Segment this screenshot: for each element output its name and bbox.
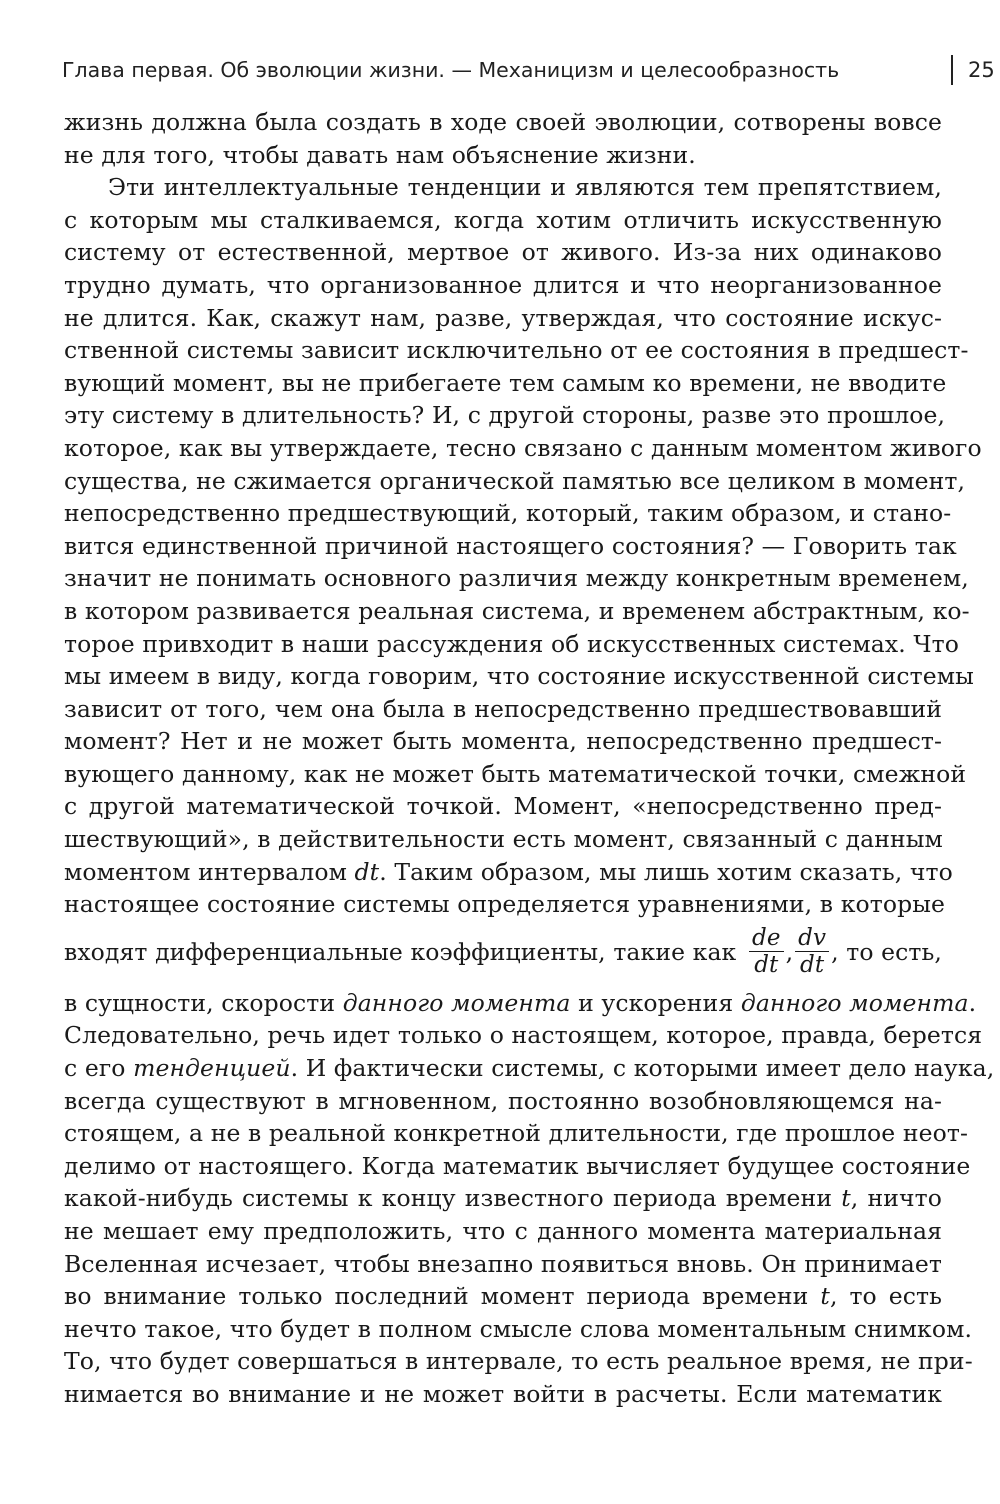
fraction-dv-dt: [795, 925, 829, 978]
text-run: какой-нибудь системы к концу известного периода времени: [64, 1184, 842, 1213]
text-line: с которым мы сталкиваемся, когда хотим отличить искусственную: [64, 205, 942, 234]
text-run: , то есть,: [831, 937, 942, 966]
text-line: То, что будет совершаться в интервале, то есть реальное время, не при-: [64, 1347, 973, 1376]
text-run: ,: [785, 937, 794, 966]
text-line: шествующий», в действительности есть момент, связанный с данным: [64, 825, 943, 854]
paragraph-start-line: Эти интеллектуальные тенденции и являются тем препятствием,: [108, 173, 942, 202]
italic-phrase: данного момента: [342, 988, 571, 1017]
text-line: нечто такое, что будет в полном смысле слова моментальным снимком.: [64, 1314, 973, 1343]
text-line: которое, как вы утверждаете, тесно связано с данным моментом живого: [64, 433, 982, 462]
chapter-title: Глава первая. Об эволюции жизни. — Механицизм и целесообразность: [62, 58, 840, 82]
italic-variable-dt: dt: [354, 857, 380, 886]
text-line: не длится. Как, скажут нам, разве, утверждая, что состояние искус-: [64, 303, 942, 332]
fraction-denominator: dt: [754, 952, 779, 979]
italic-phrase: тенденцией: [133, 1054, 291, 1083]
text-line: систему от естественной, мертвое от живого. Из-за них одинаково: [64, 238, 942, 267]
text-line-t: [64, 1182, 942, 1215]
running-head: [62, 52, 995, 92]
text-line: Следовательно, речь идет только о настоящем, которое, правда, берется: [64, 1021, 983, 1050]
text-line: эту систему в длительность? И, с другой стороны, разве это прошлое,: [64, 401, 946, 430]
text-line: вующий момент, вы не прибегаете тем самым ко времени, не вводите: [64, 368, 947, 397]
text-line: Вселенная исчезает, чтобы внезапно появиться вновь. Он принимает: [64, 1249, 942, 1278]
text-run: и ускорения: [570, 988, 741, 1017]
text-run: входят дифференциальные коэффициенты, такие как: [64, 937, 737, 966]
text-line: вующего данному, как не может быть математической точки, смежной: [64, 759, 967, 788]
text-line: трудно думать, что организованное длится и что неорганизованное: [64, 270, 942, 299]
fraction-de-dt: [749, 925, 784, 978]
header-separator: [951, 55, 953, 85]
text-run: моментом интервалом: [64, 857, 355, 886]
fraction-denominator: dt: [800, 952, 825, 979]
text-line: существа, не сжимается органической памятью все целиком в момент,: [64, 466, 966, 495]
italic-variable-t: t: [841, 1184, 851, 1213]
text-line: не мешает ему предположить, что с данного момента материальная: [64, 1217, 942, 1245]
fraction-numerator: de: [749, 925, 784, 952]
text-line: нимается во внимание и не может войти в расчеты. Если математик: [64, 1379, 942, 1408]
text-line: зависит от того, чем она была в непосредственно предшествовавший: [64, 694, 942, 723]
text-line: стоящем, а не в реальной конкретной длительности, где прошлое неот-: [64, 1119, 968, 1148]
italic-variable-t: t: [820, 1282, 830, 1311]
body-text: [64, 106, 995, 1411]
text-line: значит не понимать основного различия между конкретным временем,: [64, 564, 969, 593]
text-run: во внимание только последний момент периода времени: [64, 1282, 821, 1311]
page-number: 25: [968, 58, 995, 82]
text-line-speed: [64, 987, 977, 1020]
text-line: настоящее состояние системы определяется уравнениями, в которые: [64, 890, 946, 919]
text-line: делимо от настоящего. Когда математик вычисляет будущее состояние: [64, 1151, 971, 1180]
formula-line: [64, 919, 942, 985]
text-line: не для того, чтобы давать нам объяснение жизни.: [64, 140, 696, 169]
text-line-tendency: [64, 1052, 995, 1085]
text-run: , то есть: [829, 1282, 942, 1311]
text-line: момент? Нет и не может быть момента, непосредственно предшест-: [64, 727, 942, 756]
italic-phrase: данного момента: [740, 988, 969, 1017]
text-line-dt: [64, 856, 953, 889]
text-line: в котором развивается реальная система, и временем абстрактным, ко-: [64, 596, 970, 625]
text-line: жизнь должна была создать в ходе своей эволюции, сотворены вовсе: [64, 108, 942, 136]
text-run: , ничто: [850, 1184, 942, 1213]
text-run: . И фактически системы, с которыми имеет дело наука,: [290, 1054, 995, 1083]
fraction-numerator: dv: [795, 925, 829, 952]
text-run: .: [968, 988, 977, 1017]
text-line: торое привходит в наши рассуждения об искусственных системах. Что: [64, 629, 960, 658]
text-line: мы имеем в виду, когда говорим, что состояние искусственной системы: [64, 662, 974, 691]
text-line: непосредственно предшествующий, который, таким образом, и стано-: [64, 499, 952, 528]
text-line: вится единственной причиной настоящего состояния? — Говорить так: [64, 531, 957, 560]
text-line-t: [64, 1280, 942, 1313]
text-line: всегда существуют в мгновенном, постоянно возобновляющемся на-: [64, 1086, 942, 1115]
text-run: с его: [64, 1054, 134, 1083]
text-line: ственной системы зависит исключительно от ее состояния в предшест-: [64, 336, 969, 365]
text-run: . Таким образом, мы лишь хотим сказать, что: [379, 857, 953, 886]
text-line: с другой математической точкой. Момент, «непосредственно пред-: [64, 792, 942, 821]
text-run: в сущности, скорости: [64, 988, 343, 1017]
